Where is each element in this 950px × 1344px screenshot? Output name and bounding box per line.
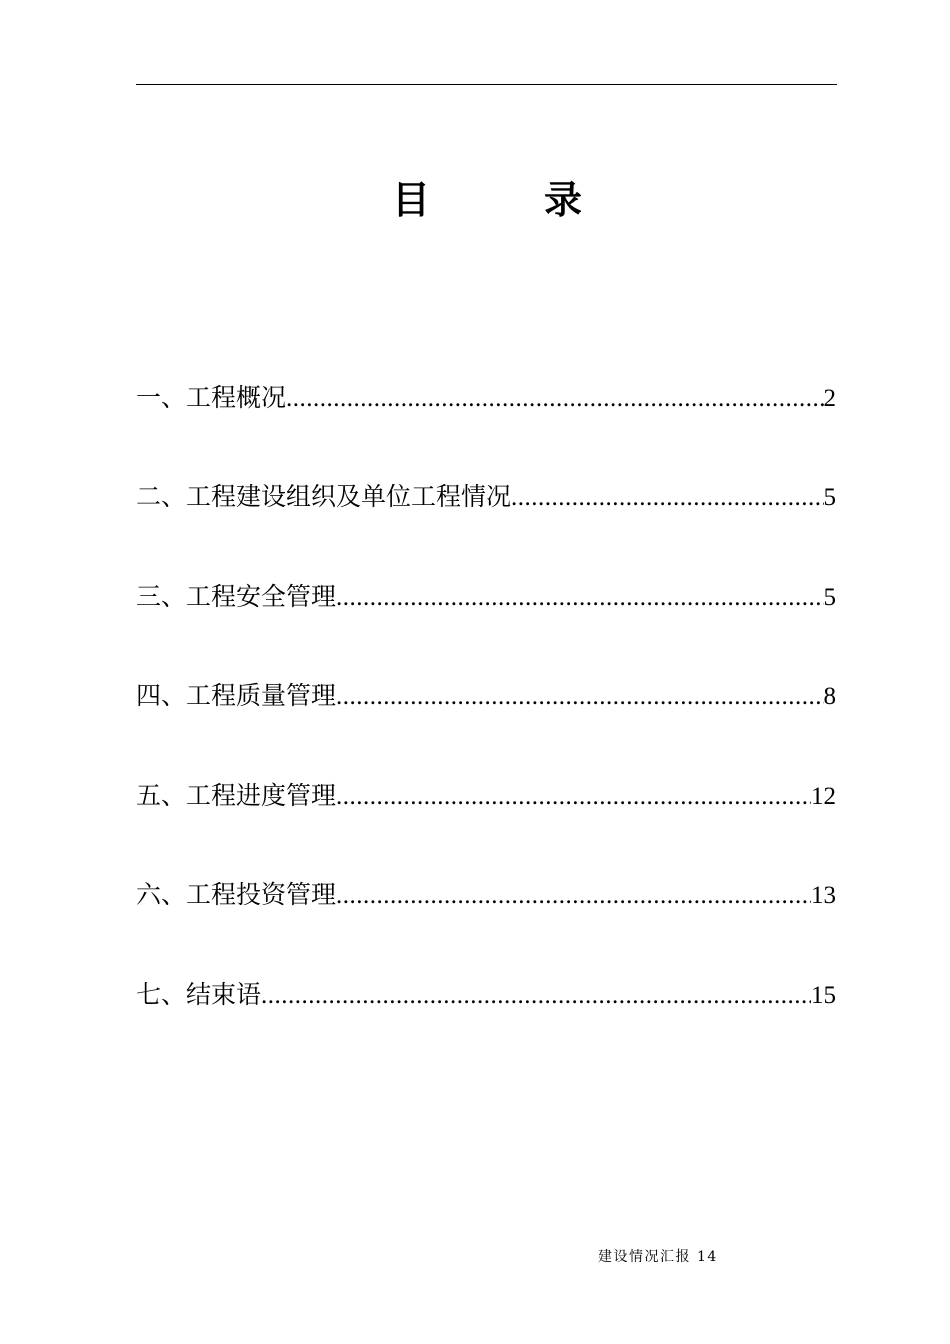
toc-dot-leader (286, 379, 823, 418)
toc-entry-label: 五、工程进度管理 (136, 781, 337, 810)
toc-entry-label: 三、工程安全管理 (136, 582, 337, 611)
toc-dot-leader (336, 677, 823, 716)
toc-entry[interactable] (136, 378, 836, 418)
toc-entry[interactable] (136, 676, 836, 716)
toc-dot-leader (336, 876, 811, 915)
toc-entry[interactable] (136, 776, 836, 816)
header-rule (136, 84, 837, 85)
toc-entry-page: 12 (811, 783, 836, 810)
page-title-char-2: 录 (544, 178, 583, 222)
toc-entry[interactable] (136, 875, 836, 915)
toc-entry-label: 四、工程质量管理 (136, 681, 337, 710)
toc-entry[interactable] (136, 577, 836, 617)
toc-entry-page: 15 (811, 982, 836, 1009)
toc-entry-label: 七、结束语 (136, 980, 262, 1009)
toc-entry-label: 一、工程概况 (136, 383, 287, 412)
toc-entry-page: 8 (823, 683, 836, 710)
toc-entry-page: 5 (823, 484, 836, 511)
toc-dot-leader (261, 976, 811, 1015)
toc-entry[interactable] (136, 477, 836, 517)
toc-entry-page: 2 (823, 385, 836, 412)
toc-entry-label: 二、工程建设组织及单位工程情况 (136, 482, 512, 511)
toc-entry[interactable] (136, 975, 836, 1015)
toc-entry-page: 5 (823, 584, 836, 611)
toc-dot-leader (511, 478, 823, 517)
toc-dot-leader (336, 777, 811, 816)
toc-entry-label: 六、工程投资管理 (136, 880, 337, 909)
page-footer: 建设情况汇报 14 (598, 1249, 718, 1265)
toc-entry-page: 13 (811, 882, 836, 909)
page-title-char-1: 目 (392, 178, 431, 222)
toc-dot-leader (336, 578, 823, 617)
